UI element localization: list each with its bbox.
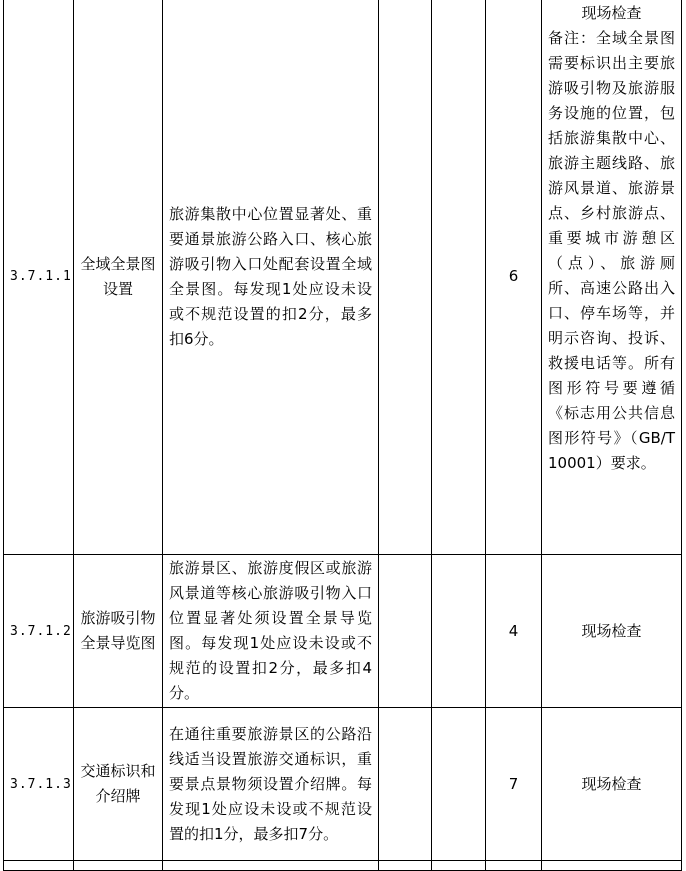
table-row bbox=[4, 0, 682, 555]
check-method: 现场检查 bbox=[542, 555, 682, 708]
empty-cell bbox=[432, 555, 486, 708]
empty-cell bbox=[379, 0, 432, 555]
item-score: 4 bbox=[486, 555, 542, 708]
assessment-table bbox=[3, 0, 682, 871]
empty-cell bbox=[379, 555, 432, 708]
item-score: 7 bbox=[486, 708, 542, 861]
item-code: 3.7.1.3 bbox=[4, 708, 74, 861]
item-name: 交通标识和介绍牌 bbox=[74, 708, 163, 861]
method-note: 备注：全域全景图需要标识出主要旅游吸引物及旅游服务设施的位置，包括旅游集散中心、旅游主题线路、旅游风景道、旅游景点、乡村旅游点、重要城市游憩区（点）、旅游厕所、高速公路出入口、停车场等，并明示咨询、投诉、救援电话等。所有图形符号要遵循《标志用公共信息图形符号》（GB/T 10001）要求。 bbox=[548, 29, 675, 472]
item-code: 3.7.1.1 bbox=[4, 0, 74, 555]
item-score: 6 bbox=[486, 0, 542, 555]
empty-cell bbox=[432, 0, 486, 555]
item-criteria: 旅游集散中心位置显著处、重要通景旅游公路入口、核心旅游吸引物入口处配套设置全域全景图。每发现1处应设未设或不规范设置的扣2分，最多扣6分。 bbox=[163, 0, 379, 555]
table-row bbox=[4, 861, 682, 871]
method-title: 现场检查 bbox=[581, 4, 642, 22]
empty-cell bbox=[432, 708, 486, 861]
table-row bbox=[4, 708, 682, 861]
table-row bbox=[4, 555, 682, 708]
empty-cell bbox=[379, 708, 432, 861]
item-name: 全域全景图设置 bbox=[74, 0, 163, 555]
check-method: 现场检查 bbox=[542, 708, 682, 861]
item-name: 旅游吸引物全景导览图 bbox=[74, 555, 163, 708]
item-criteria: 在通往重要旅游景区的公路沿线适当设置旅游交通标识，重要景点景物须设置介绍牌。每发现1处应设未设或不规范设置的扣1分，最多扣7分。 bbox=[163, 708, 379, 861]
item-criteria: 旅游景区、旅游度假区或旅游风景道等核心旅游吸引物入口位置显著处须设置全景导览图。每发现1处应设未设或不规范的设置扣2分，最多扣4分。 bbox=[163, 555, 379, 708]
check-method bbox=[542, 0, 682, 555]
item-code: 3.7.1.2 bbox=[4, 555, 74, 708]
